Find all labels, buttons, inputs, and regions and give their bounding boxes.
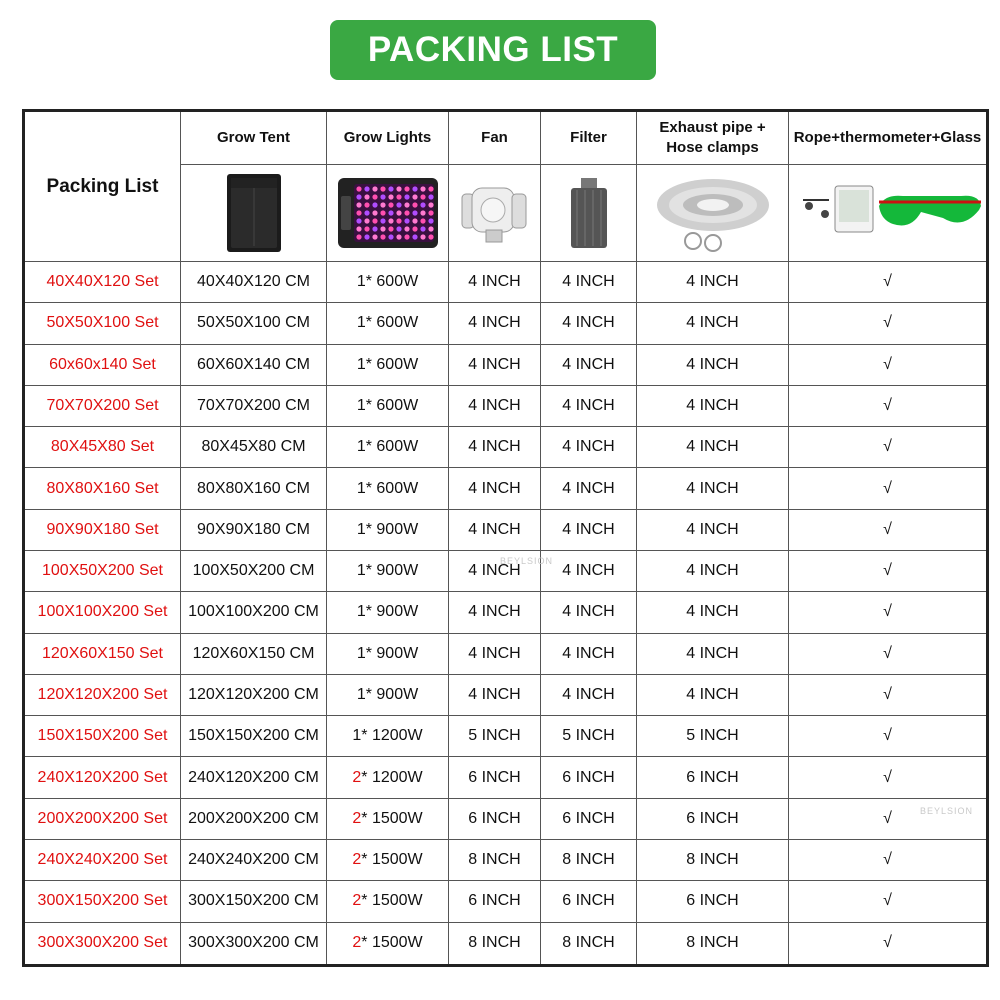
light-wattage: * 600W: [365, 314, 419, 332]
tent-size-cell: 50X50X100 CM: [181, 303, 327, 344]
fan-size-cell: 8 INCH: [449, 839, 541, 880]
set-name-cell: 240X120X200 Set: [24, 757, 181, 798]
grow-light-cell: [327, 592, 449, 633]
table-row: [24, 509, 988, 550]
set-name-cell: 80X80X160 Set: [24, 468, 181, 509]
pipe-size-cell: 4 INCH: [637, 592, 789, 633]
pipe-size-cell: 6 INCH: [637, 881, 789, 922]
light-quantity: 1: [356, 273, 366, 291]
pipe-size-cell: 4 INCH: [637, 427, 789, 468]
pipe-size-cell: 4 INCH: [637, 385, 789, 426]
fan-size-cell: 8 INCH: [449, 922, 541, 966]
page-title-banner: [330, 20, 656, 80]
led-grow-light-image: [327, 165, 449, 262]
set-name-cell: 300X300X200 Set: [24, 922, 181, 966]
tent-size-cell: 300X300X200 CM: [181, 922, 327, 966]
tent-size-cell: 60X60X140 CM: [181, 344, 327, 385]
column-header-grow-tent: Grow Tent: [181, 111, 327, 165]
filter-size-cell: 4 INCH: [541, 674, 637, 715]
set-name-cell: 240X240X200 Set: [24, 839, 181, 880]
tent-size-cell: 70X70X200 CM: [181, 385, 327, 426]
light-quantity: 2: [352, 934, 362, 952]
set-name-cell: 200X200X200 Set: [24, 798, 181, 839]
tent-size-cell: 240X120X200 CM: [181, 757, 327, 798]
fan-size-cell: 4 INCH: [449, 385, 541, 426]
filter-size-cell: 4 INCH: [541, 550, 637, 591]
table-row: [24, 922, 988, 966]
tent-size-cell: 100X50X200 CM: [181, 550, 327, 591]
light-wattage: * 1500W: [361, 809, 423, 827]
grow-light-cell: [327, 881, 449, 922]
accessories-included-cell: √: [789, 468, 988, 509]
light-quantity: 1: [356, 685, 366, 703]
light-quantity: 2: [352, 809, 362, 827]
tent-size-cell: 40X40X120 CM: [181, 262, 327, 303]
set-name-cell: 120X60X150 Set: [24, 633, 181, 674]
fan-size-cell: 4 INCH: [449, 674, 541, 715]
tent-size-cell: 200X200X200 CM: [181, 798, 327, 839]
table-row: [24, 344, 988, 385]
filter-size-cell: 4 INCH: [541, 427, 637, 468]
light-quantity: 2: [352, 768, 362, 786]
filter-size-cell: 4 INCH: [541, 303, 637, 344]
light-wattage: * 900W: [365, 644, 419, 662]
grow-light-cell: [327, 757, 449, 798]
table-row: [24, 262, 988, 303]
light-quantity: 1: [356, 603, 366, 621]
grow-light-cell: [327, 798, 449, 839]
light-quantity: 1: [356, 520, 366, 538]
grow-light-cell: [327, 550, 449, 591]
light-quantity: 2: [352, 892, 362, 910]
light-wattage: * 1500W: [361, 934, 423, 952]
light-wattage: * 600W: [365, 479, 419, 497]
fan-size-cell: 4 INCH: [449, 303, 541, 344]
grow-light-cell: [327, 509, 449, 550]
column-header-accessories: Rope+thermometer+Glass: [789, 111, 988, 165]
grow-tent-image: [181, 165, 327, 262]
light-wattage: * 900W: [365, 685, 419, 703]
filter-size-cell: 4 INCH: [541, 592, 637, 633]
filter-size-cell: 4 INCH: [541, 468, 637, 509]
set-name-cell: 90X90X180 Set: [24, 509, 181, 550]
light-quantity: 1: [356, 644, 366, 662]
table-row: [24, 757, 988, 798]
set-name-cell: 80X45X80 Set: [24, 427, 181, 468]
filter-size-cell: 8 INCH: [541, 839, 637, 880]
accessories-included-cell: √: [789, 798, 988, 839]
grow-light-cell: [327, 468, 449, 509]
light-wattage: * 1200W: [361, 768, 423, 786]
pipe-size-cell: 4 INCH: [637, 509, 789, 550]
light-wattage: * 900W: [365, 603, 419, 621]
table-row: [24, 468, 988, 509]
fan-size-cell: 6 INCH: [449, 881, 541, 922]
accessories-included-cell: √: [789, 757, 988, 798]
filter-size-cell: 4 INCH: [541, 633, 637, 674]
light-quantity: 1: [352, 727, 362, 745]
tent-size-cell: 80X80X160 CM: [181, 468, 327, 509]
table-row: [24, 633, 988, 674]
light-quantity: 1: [356, 562, 366, 580]
exhaust-header-line2: Hose clamps: [666, 139, 759, 156]
table-row: [24, 716, 988, 757]
light-quantity: 1: [356, 438, 366, 456]
light-quantity: 1: [356, 479, 366, 497]
pipe-size-cell: 4 INCH: [637, 468, 789, 509]
accessories-included-cell: √: [789, 881, 988, 922]
accessories-included-cell: √: [789, 427, 988, 468]
packing-list-table: [22, 109, 989, 967]
table-row: [24, 592, 988, 633]
fan-size-cell: 5 INCH: [449, 716, 541, 757]
tent-size-cell: 120X60X150 CM: [181, 633, 327, 674]
packing-list-corner-label: Packing List: [24, 111, 181, 262]
accessories-included-cell: √: [789, 716, 988, 757]
fan-size-cell: 4 INCH: [449, 427, 541, 468]
light-quantity: 1: [356, 355, 366, 373]
grow-light-cell: [327, 303, 449, 344]
accessories-included-cell: √: [789, 592, 988, 633]
filter-size-cell: 4 INCH: [541, 509, 637, 550]
table-row: [24, 303, 988, 344]
set-name-cell: 100X50X200 Set: [24, 550, 181, 591]
tent-size-cell: 120X120X200 CM: [181, 674, 327, 715]
filter-size-cell: 4 INCH: [541, 262, 637, 303]
grow-light-cell: [327, 385, 449, 426]
tent-size-cell: 90X90X180 CM: [181, 509, 327, 550]
light-wattage: * 1500W: [361, 851, 423, 869]
filter-size-cell: 6 INCH: [541, 881, 637, 922]
column-header-fan: Fan: [449, 111, 541, 165]
fan-size-cell: 4 INCH: [449, 468, 541, 509]
set-name-cell: 150X150X200 Set: [24, 716, 181, 757]
filter-size-cell: 4 INCH: [541, 344, 637, 385]
filter-size-cell: 6 INCH: [541, 757, 637, 798]
light-wattage: * 900W: [365, 520, 419, 538]
fan-size-cell: 4 INCH: [449, 344, 541, 385]
table-row: [24, 839, 988, 880]
grow-light-cell: [327, 344, 449, 385]
set-name-cell: 50X50X100 Set: [24, 303, 181, 344]
accessories-included-cell: √: [789, 839, 988, 880]
pipe-size-cell: 6 INCH: [637, 798, 789, 839]
ducting-hose-image: [637, 165, 789, 262]
pipe-size-cell: 4 INCH: [637, 344, 789, 385]
set-name-cell: 300X150X200 Set: [24, 881, 181, 922]
filter-size-cell: 4 INCH: [541, 385, 637, 426]
fan-size-cell: 4 INCH: [449, 509, 541, 550]
pipe-size-cell: 5 INCH: [637, 716, 789, 757]
set-name-cell: 120X120X200 Set: [24, 674, 181, 715]
watermark: BEYLSION: [500, 556, 554, 566]
pipe-size-cell: 4 INCH: [637, 633, 789, 674]
light-quantity: 1: [356, 396, 366, 414]
set-name-cell: 40X40X120 Set: [24, 262, 181, 303]
light-quantity: 2: [352, 851, 362, 869]
table-row: [24, 674, 988, 715]
light-wattage: * 600W: [365, 273, 419, 291]
accessories-included-cell: √: [789, 922, 988, 966]
fan-size-cell: 6 INCH: [449, 798, 541, 839]
light-wattage: * 900W: [365, 562, 419, 580]
accessories-included-cell: √: [789, 262, 988, 303]
pipe-size-cell: 4 INCH: [637, 674, 789, 715]
inline-fan-image: [449, 165, 541, 262]
grow-light-cell: [327, 839, 449, 880]
filter-size-cell: 5 INCH: [541, 716, 637, 757]
pipe-size-cell: 4 INCH: [637, 262, 789, 303]
accessories-included-cell: √: [789, 550, 988, 591]
fan-size-cell: 4 INCH: [449, 633, 541, 674]
filter-size-cell: 6 INCH: [541, 798, 637, 839]
grow-light-cell: [327, 922, 449, 966]
tent-size-cell: 150X150X200 CM: [181, 716, 327, 757]
pipe-size-cell: 8 INCH: [637, 839, 789, 880]
tent-size-cell: 80X45X80 CM: [181, 427, 327, 468]
grow-light-cell: [327, 716, 449, 757]
column-header-filter: Filter: [541, 111, 637, 165]
tent-size-cell: 240X240X200 CM: [181, 839, 327, 880]
light-quantity: 1: [356, 314, 366, 332]
set-name-cell: 70X70X200 Set: [24, 385, 181, 426]
light-wattage: * 600W: [365, 438, 419, 456]
accessories-image: [789, 165, 988, 262]
light-wattage: * 1500W: [361, 892, 423, 910]
pipe-size-cell: 4 INCH: [637, 550, 789, 591]
light-wattage: * 1200W: [361, 727, 423, 745]
accessories-included-cell: √: [789, 509, 988, 550]
filter-size-cell: 8 INCH: [541, 922, 637, 966]
table-row: [24, 881, 988, 922]
set-name-cell: 60x60x140 Set: [24, 344, 181, 385]
accessories-included-cell: √: [789, 385, 988, 426]
light-wattage: * 600W: [365, 355, 419, 373]
light-wattage: * 600W: [365, 396, 419, 414]
exhaust-header-line1: Exhaust pipe +: [659, 119, 766, 136]
fan-size-cell: 4 INCH: [449, 592, 541, 633]
fan-size-cell: 4 INCH: [449, 262, 541, 303]
table-row: [24, 427, 988, 468]
grow-light-cell: [327, 427, 449, 468]
page-title: PACKING LIST: [367, 30, 619, 69]
fan-size-cell: 4 INCH: [449, 550, 541, 591]
accessories-included-cell: √: [789, 303, 988, 344]
pipe-size-cell: 6 INCH: [637, 757, 789, 798]
pipe-size-cell: 8 INCH: [637, 922, 789, 966]
fan-size-cell: 6 INCH: [449, 757, 541, 798]
table-row: [24, 798, 988, 839]
grow-light-cell: [327, 674, 449, 715]
set-name-cell: 100X100X200 Set: [24, 592, 181, 633]
accessories-included-cell: √: [789, 633, 988, 674]
accessories-included-cell: √: [789, 674, 988, 715]
tent-size-cell: 100X100X200 CM: [181, 592, 327, 633]
table-row: [24, 385, 988, 426]
tent-size-cell: 300X150X200 CM: [181, 881, 327, 922]
column-header-exhaust-pipe: [637, 111, 789, 165]
grow-light-cell: [327, 262, 449, 303]
watermark: BEYLSION: [920, 806, 974, 816]
column-header-grow-lights: Grow Lights: [327, 111, 449, 165]
accessories-included-cell: √: [789, 344, 988, 385]
pipe-size-cell: 4 INCH: [637, 303, 789, 344]
grow-light-cell: [327, 633, 449, 674]
carbon-filter-image: [541, 165, 637, 262]
